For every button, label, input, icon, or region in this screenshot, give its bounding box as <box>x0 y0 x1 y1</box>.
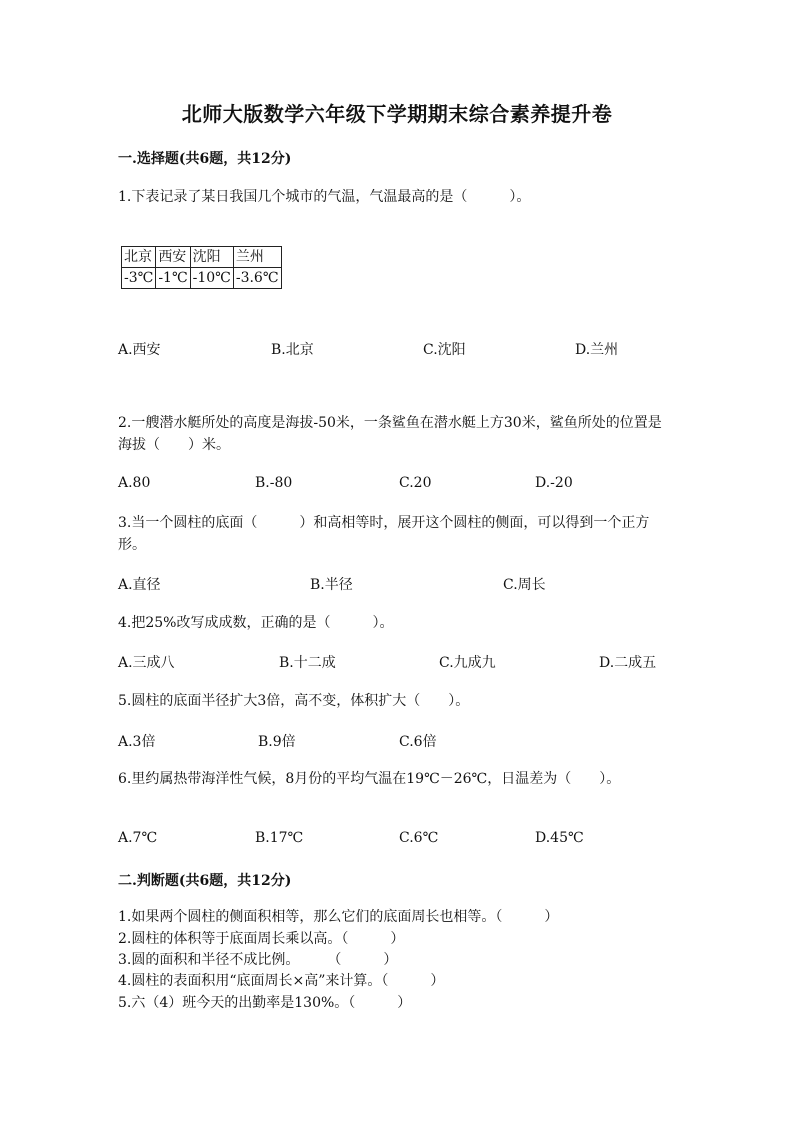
option-b[interactable]: B.半径 <box>310 577 353 593</box>
page-title: 北师大版数学六年级下学期期末综合素养提升卷 <box>181 102 613 126</box>
judge-item-3: 3.圆的面积和半径不成比例。 （ ） <box>118 952 398 968</box>
option-b[interactable]: B.十二成 <box>279 655 336 671</box>
option-b[interactable]: B.-80 <box>255 475 293 491</box>
table-cell: 北京 <box>122 247 156 268</box>
judge-item-1: 1.如果两个圆柱的侧面积相等，那么它们的底面周长也相等。（ ） <box>118 909 559 925</box>
option-a[interactable]: A.7℃ <box>118 830 158 846</box>
option-a[interactable]: A.80 <box>118 475 151 491</box>
table-cell: -3.6℃ <box>233 268 281 289</box>
question-4-options <box>118 652 678 672</box>
option-d[interactable]: D.兰州 <box>575 342 619 358</box>
option-c[interactable]: C.九成九 <box>439 655 496 671</box>
judge-item-5: 5.六（4）班今天的出勤率是130%。（ ） <box>118 995 412 1011</box>
table-cell: -10℃ <box>190 268 233 289</box>
option-a[interactable]: A.直径 <box>118 577 161 593</box>
option-c[interactable]: C.周长 <box>503 577 546 593</box>
table-cell: 西安 <box>156 247 190 268</box>
question-4-text: 4.把25%改写成成数，正确的是（ ）。 <box>118 615 394 631</box>
section-heading-judge: 二.判断题(共6题，共12分) <box>118 873 292 889</box>
option-c[interactable]: C.沈阳 <box>423 342 466 358</box>
option-c[interactable]: C.6℃ <box>399 830 439 846</box>
table-cell: -3℃ <box>122 268 156 289</box>
temperature-table <box>121 246 282 289</box>
question-5-text: 5.圆柱的底面半径扩大3倍，高不变，体积扩大（ ）。 <box>118 693 470 709</box>
judge-item-2: 2.圆柱的体积等于底面周长乘以高。（ ） <box>118 931 405 947</box>
option-c[interactable]: C.6倍 <box>399 734 437 750</box>
option-b[interactable]: B.17℃ <box>255 830 304 846</box>
option-d[interactable]: D.-20 <box>535 475 573 491</box>
table-cell: -1℃ <box>156 268 190 289</box>
table-row-temps <box>122 268 282 289</box>
table-row-cities <box>122 247 282 268</box>
option-a[interactable]: A.西安 <box>118 342 161 358</box>
question-2-text: 2.一艘潜水艇所处的高度是海拔-50米，一条鲨鱼在潜水艇上方30米，鲨鱼所处的位置是海拔（ ）米。 <box>118 415 662 453</box>
question-6-text: 6.里约属热带海洋性气候，8月份的平均气温在19℃－26℃，日温差为（ ）。 <box>118 771 621 787</box>
question-2-options <box>118 475 678 495</box>
option-d[interactable]: D.45℃ <box>535 830 584 846</box>
question-1-options <box>118 339 678 359</box>
table-cell: 沈阳 <box>190 247 233 268</box>
option-c[interactable]: C.20 <box>399 475 432 491</box>
option-d[interactable]: D.二成五 <box>599 655 657 671</box>
question-6-options <box>118 830 678 850</box>
question-5-options <box>118 731 678 751</box>
option-a[interactable]: A.三成八 <box>118 655 175 671</box>
question-3-text: 3.当一个圆柱的底面（ ）和高相等时，展开这个圆柱的侧面，可以得到一个正方形。 <box>118 515 650 553</box>
table-cell: 兰州 <box>233 247 281 268</box>
judge-item-4: 4.圆柱的表面积用“底面周长×高”来计算。（ ） <box>118 973 445 989</box>
section-heading-choice: 一.选择题(共6题，共12分) <box>118 151 292 167</box>
option-a[interactable]: A.3倍 <box>118 734 156 750</box>
option-b[interactable]: B.9倍 <box>258 734 296 750</box>
question-1-text: 1.下表记录了某日我国几个城市的气温，气温最高的是（ ）。 <box>118 189 531 205</box>
question-3-options <box>118 574 678 594</box>
option-b[interactable]: B.北京 <box>271 342 314 358</box>
